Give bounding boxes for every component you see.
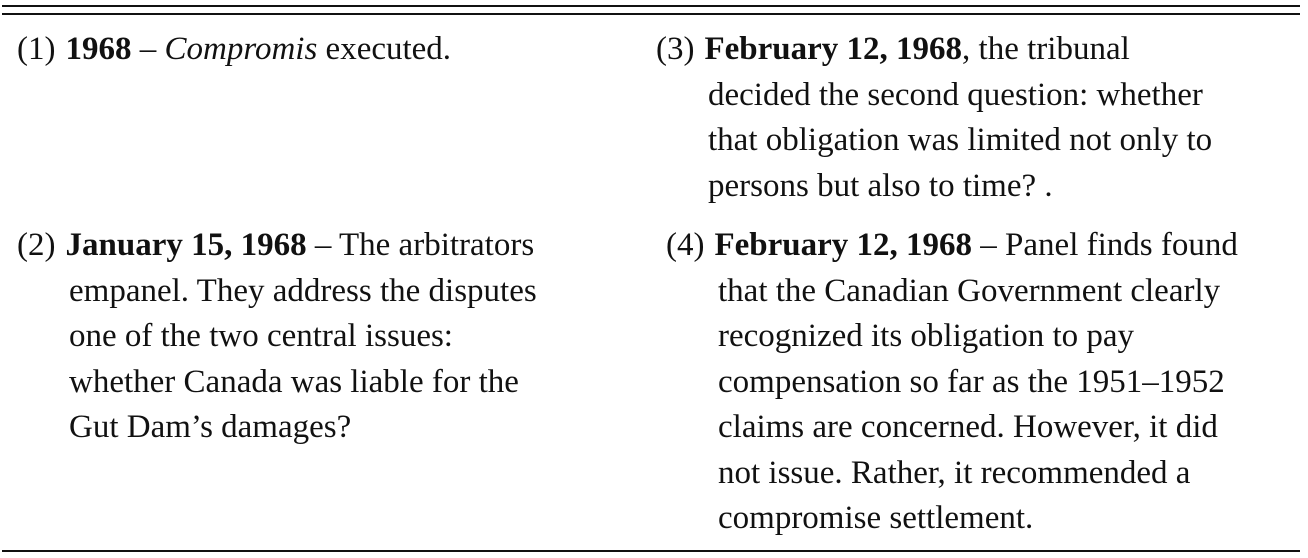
entry-line: that obligation was limited not only to xyxy=(708,122,1213,158)
entry-text: – Panel finds found xyxy=(972,227,1238,263)
bottom-rule xyxy=(2,550,1300,552)
entry-line: that the Canadian Government clearly xyxy=(718,272,1221,309)
entry-line: persons but also to time? . xyxy=(708,167,1053,204)
entry-line: Gut Dam’s damages? xyxy=(69,409,352,445)
entry-number: (1) xyxy=(17,31,56,67)
timeline-entry-3 xyxy=(656,27,1212,209)
entry-date: 1968 xyxy=(65,31,132,67)
entry-first-line xyxy=(17,27,451,73)
entry-first-line xyxy=(656,27,1212,73)
timeline-entry-1 xyxy=(17,27,451,73)
entry-text: , the tribunal xyxy=(962,31,1130,67)
entry-line: decided the second question: whether xyxy=(708,76,1203,113)
entry-line: one of the two central issues: xyxy=(69,318,453,354)
top-rule-outer xyxy=(2,5,1300,7)
entry-number: (3) xyxy=(656,31,695,67)
entry-line: empanel. They address the disputes xyxy=(69,272,537,309)
entry-line: compromise settlement. xyxy=(718,500,1034,536)
entry-text: executed. xyxy=(317,31,452,67)
entry-date: February 12, 1968 xyxy=(714,227,973,263)
entry-line: whether Canada was liable for the xyxy=(69,363,519,400)
entry-date: February 12, 1968 xyxy=(704,31,963,67)
entry-date: January 15, 1968 xyxy=(65,227,307,263)
timeline-entry-4 xyxy=(666,223,1238,542)
entry-number: (2) xyxy=(17,227,56,263)
entry-separator: – xyxy=(131,31,165,67)
entry-line: claims are concerned. However, it did xyxy=(718,409,1218,445)
entry-line: recognized its obligation to pay xyxy=(718,318,1135,354)
timeline-entry-2 xyxy=(17,223,537,451)
entry-first-line xyxy=(17,223,537,269)
entry-number: (4) xyxy=(666,227,705,263)
entry-line: compensation so far as the 1951–1952 xyxy=(718,363,1225,400)
entry-line: not issue. Rather, it recommended a xyxy=(718,454,1191,491)
top-rule-inner xyxy=(2,13,1300,15)
entry-first-line xyxy=(666,223,1238,269)
entry-italic-term: Compromis xyxy=(164,31,318,67)
entry-text: – The arbitrators xyxy=(306,227,535,263)
